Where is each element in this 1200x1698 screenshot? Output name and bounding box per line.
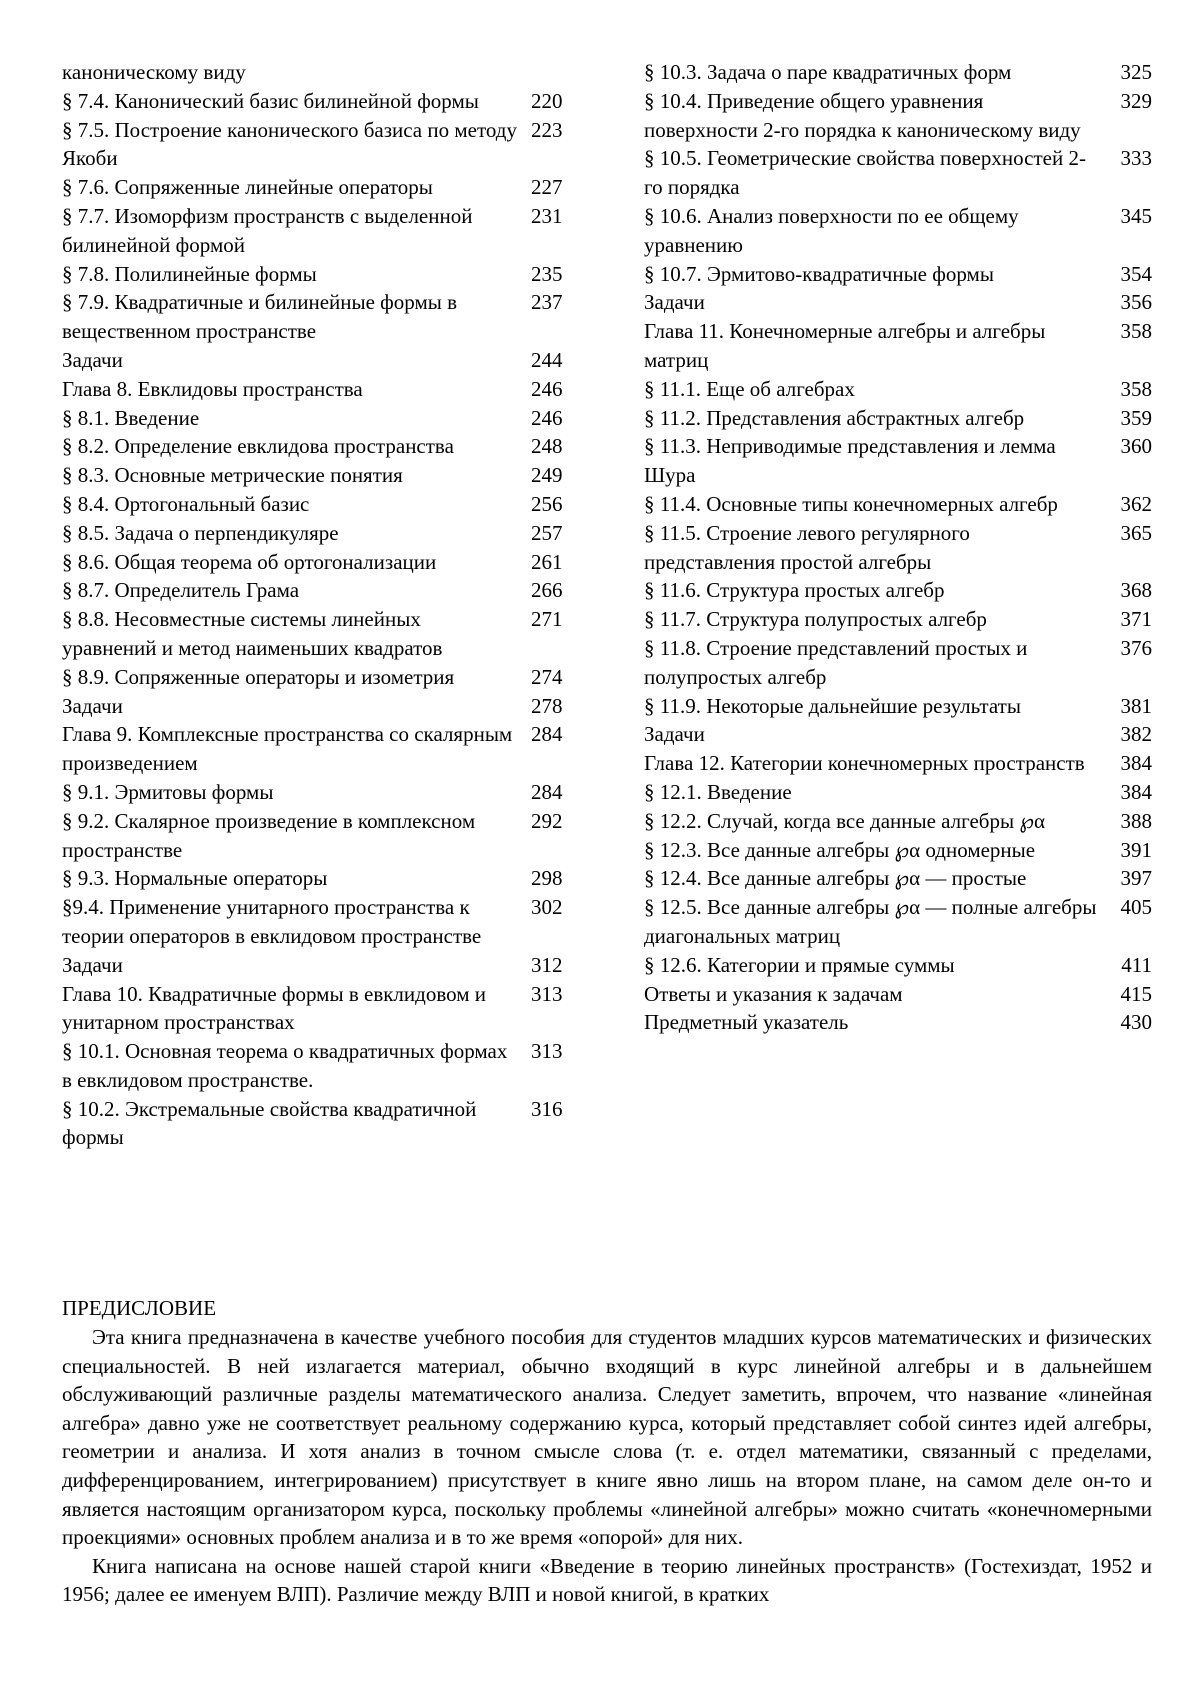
toc-entry-page: 381 <box>1120 693 1152 718</box>
toc-entry-title: §9.4. Применение унитарного пространства к теории операторов в евклидовом пространстве <box>62 895 482 948</box>
toc-entry-page: 274 <box>531 664 563 689</box>
toc-entry-page: 388 <box>1120 808 1152 833</box>
toc-entry <box>62 288 587 346</box>
toc-entry <box>644 720 1152 749</box>
toc-entry-page: 371 <box>1120 607 1152 632</box>
toc-entry <box>62 720 587 778</box>
toc-entry-title: § 7.7. Изоморфизм пространств с выделенной билинейной формой <box>62 203 473 257</box>
toc-entry <box>644 634 1152 692</box>
toc-entry-page: 316 <box>531 1096 563 1121</box>
toc-entry-title: § 11.2. Представления абстрактных алгебр <box>644 405 1025 430</box>
toc-entry <box>644 778 1152 807</box>
toc-entry <box>644 519 1152 577</box>
toc-entry-title: Глава 12. Категории конечномерных пространств <box>644 751 1085 776</box>
toc-entry-title: § 7.5. Построение канонического базиса по методу Якоби <box>62 117 517 171</box>
toc-entry-title: Задачи <box>644 290 705 315</box>
toc-entry-title: § 7.4. Канонический базис билинейной формы <box>62 88 479 113</box>
toc-entry-title: § 8.2. Определение евклидова пространства <box>62 434 454 459</box>
toc-entry-page: 237 <box>531 290 563 315</box>
toc-entry-title: § 11.6. Структура простых алгебр <box>644 578 945 603</box>
toc-entry-title: § 9.1. Эрмитовы формы <box>62 779 274 804</box>
toc-entry <box>644 1008 1152 1037</box>
toc-entry-title: § 11.1. Еще об алгебрах <box>644 376 855 401</box>
toc-entry-page: 362 <box>1120 491 1152 516</box>
toc-entry-page: 354 <box>1120 261 1152 286</box>
toc-entry-title: § 12.3. Все данные алгебры ℘α одномерные <box>644 837 1036 862</box>
toc-entry-title: § 8.4. Ортогональный базис <box>62 491 310 516</box>
toc-entry <box>62 1037 587 1095</box>
toc-entry-title: § 12.2. Случай, когда все данные алгебры ℘α <box>644 808 1045 833</box>
toc-entry-page: 356 <box>1120 290 1152 315</box>
preface-body <box>62 1323 1152 1609</box>
toc-entry-title: § 10.7. Эрмитово-квадратичные формы <box>644 261 994 286</box>
preface-title: ПРЕДИСЛОВИЕ <box>62 1296 217 1320</box>
toc-entry-page: 358 <box>1120 319 1152 344</box>
toc-entry-page: 266 <box>531 578 563 603</box>
toc-entry-page: 235 <box>531 261 563 286</box>
toc-entry <box>62 87 587 116</box>
toc-entry-page: 376 <box>1120 635 1152 660</box>
toc-entry-title: § 10.3. Задача о паре квадратичных форм <box>644 60 1012 84</box>
toc-entry-page: 384 <box>1120 751 1152 776</box>
toc-entry <box>62 490 587 519</box>
toc-entry <box>62 461 587 490</box>
toc-entry-title: § 9.2. Скалярное произведение в комплексном пространстве <box>62 808 476 862</box>
toc-entry-title: § 11.7. Структура полупростых алгебр <box>644 607 987 632</box>
toc-entry-title: § 8.1. Введение <box>62 405 200 430</box>
toc-entry <box>62 893 587 951</box>
toc-entry <box>62 663 587 692</box>
toc-entry-page: 231 <box>531 203 563 228</box>
toc-entry-page: 333 <box>1120 146 1152 171</box>
toc-entry-page: 359 <box>1120 405 1152 430</box>
toc-entry-page: 368 <box>1120 578 1152 603</box>
toc-entry-title: § 8.7. Определитель Грама <box>62 578 300 603</box>
toc-entry-page: 244 <box>531 347 563 372</box>
toc-entry <box>644 576 1152 605</box>
toc-entry-title: § 12.6. Категории и прямые суммы <box>644 952 955 977</box>
toc-entry <box>644 864 1152 893</box>
toc-entry-page: 397 <box>1120 866 1152 891</box>
toc-entry <box>62 807 587 865</box>
toc-entry-page: 313 <box>531 1039 563 1064</box>
toc-entry <box>644 836 1152 865</box>
toc-entry <box>644 87 1152 145</box>
toc-entry <box>62 116 587 174</box>
toc-entry-page: 246 <box>531 405 563 430</box>
toc-entry-title: § 11.3. Неприводимые представления и лемма Шура <box>644 434 1056 488</box>
toc-entry <box>644 144 1152 202</box>
toc-entry-page: 430 <box>1120 1010 1152 1035</box>
toc-entry-page: 382 <box>1120 722 1152 747</box>
toc-entry <box>644 951 1152 980</box>
toc-entry <box>644 58 1152 87</box>
toc-entry <box>62 951 587 980</box>
preface-paragraph: Книга написана на основе нашей старой книги «Введение в теорию линейных пространств» (Гостехиздат, 1952 и 1956; далее ее именуем ВЛП). Различие между ВЛП и новой книгой, в кратких <box>62 1553 1152 1607</box>
toc-entry-title: § 11.5. Строение левого регулярного представления простой алгебры <box>644 520 970 574</box>
toc-entry-title: Ответы и указания к задачам <box>644 981 903 1006</box>
toc-entry-page: 271 <box>531 607 563 632</box>
toc-entry-page: 257 <box>531 520 563 545</box>
toc-entry-page: 227 <box>531 175 563 200</box>
toc-entry-page: 384 <box>1120 779 1152 804</box>
toc-entry <box>644 317 1152 375</box>
toc-entry <box>62 432 587 461</box>
toc-entry-page: 360 <box>1120 434 1152 459</box>
toc-left-column <box>62 58 587 1152</box>
toc-entry-title: § 10.4. Приведение общего уравнения поверхности 2-го порядка к каноническому виду <box>644 88 1081 142</box>
toc-entry <box>644 432 1152 490</box>
toc-entry <box>62 1095 587 1153</box>
toc-entry-page: 415 <box>1120 981 1152 1006</box>
toc-entry-title: Задачи <box>644 722 705 747</box>
toc-entry-page: 365 <box>1120 520 1152 545</box>
toc-entry-title: § 8.5. Задача о перпендикуляре <box>62 520 339 545</box>
toc-entry <box>644 980 1152 1009</box>
toc-entry-title: § 11.9. Некоторые дальнейшие результаты <box>644 693 1021 718</box>
toc-entry-title: § 7.6. Сопряженные линейные операторы <box>62 175 433 200</box>
toc-entry-page: 345 <box>1120 203 1152 228</box>
toc-entry-title: Глава 8. Евклидовы пространства <box>62 376 363 401</box>
toc-entry-title: Глава 9. Комплексные пространства со скалярным произведением <box>62 722 513 776</box>
toc-entry-title: Предметный указатель <box>644 1010 849 1035</box>
toc-entry <box>62 173 587 202</box>
toc-entry <box>62 404 587 433</box>
toc-entry-title: § 11.8. Строение представлений простых и полупростых алгебр <box>644 635 1028 689</box>
toc-entry-title: § 7.9. Квадратичные и билинейные формы в вещественном пространстве <box>62 290 458 344</box>
table-of-contents <box>62 58 1152 1152</box>
toc-entry-page: 405 <box>1120 895 1152 920</box>
toc-entry-page: 246 <box>531 376 563 401</box>
toc-entry-page: 298 <box>531 866 563 891</box>
toc-entry-page: 313 <box>531 981 563 1006</box>
toc-entry-page: 220 <box>531 88 563 113</box>
toc-entry <box>644 692 1152 721</box>
toc-entry-page: 292 <box>531 808 563 833</box>
preface-paragraph: Эта книга предназначена в качестве учебного пособия для студентов младших курсов математических и физических специальностей. В ней излагается материал, обычно входящий в курс линейной алгебры и в дальнейшем обслуживающий различные разделы математического анализа. Следует заметить, впрочем, что название «линейная алгебра» давно уже не соответствует реальному содержанию курса, который представляет собой синтез идей алгебры, геометрии и анализа. И хотя анализ в точном смысле слова (т. е. отдел математики, связанный с пределами, дифференцированием, интегрированием) присутствует в книге явно лишь на втором плане, на самом деле он-то и является настоящим организатором курса, поскольку проблемы «линейной алгебры» можно считать «конечномерными проекциями» основных проблем анализа и в то же время «опорой» для них. <box>62 1325 1152 1550</box>
toc-entry-title: § 10.6. Анализ поверхности по ее общему уравнению <box>644 203 1019 257</box>
toc-entry-title: Задачи <box>62 952 123 977</box>
toc-entry-title: § 10.1. Основная теорема о квадратичных формах в евклидовом пространстве. <box>62 1039 508 1092</box>
toc-entry <box>644 605 1152 634</box>
toc-entry <box>644 490 1152 519</box>
toc-entry-page: 256 <box>531 491 563 516</box>
toc-entry-title: § 12.4. Все данные алгебры ℘α — простые <box>644 866 1027 891</box>
toc-entry <box>644 202 1152 260</box>
toc-entry <box>62 864 587 893</box>
toc-entry-page: 325 <box>1120 60 1152 84</box>
toc-entry <box>644 288 1152 317</box>
toc-entry-title: § 9.3. Нормальные операторы <box>62 866 328 891</box>
toc-entry <box>644 375 1152 404</box>
toc-entry-title: Глава 10. Квадратичные формы в евклидовом и унитарном пространствах <box>62 981 486 1035</box>
toc-entry <box>62 605 587 663</box>
toc-entry <box>62 576 587 605</box>
toc-entry-title: § 11.4. Основные типы конечномерных алгебр <box>644 491 1058 516</box>
toc-entry-title: § 7.8. Полилинейные формы <box>62 261 317 286</box>
toc-entry-title: § 8.6. Общая теорема об ортогонализации <box>62 549 437 574</box>
toc-entry <box>62 980 587 1038</box>
toc-entry <box>62 548 587 577</box>
toc-entry-page: 302 <box>531 895 563 920</box>
toc-entry <box>62 260 587 289</box>
toc-entry-page: 278 <box>531 693 563 718</box>
toc-entry <box>62 202 587 260</box>
toc-entry <box>62 519 587 548</box>
toc-entry-title: § 12.1. Введение <box>644 779 792 804</box>
toc-entry <box>62 375 587 404</box>
toc-entry-title: § 8.3. Основные метрические понятия <box>62 463 403 488</box>
toc-entry-page: 312 <box>531 952 563 977</box>
toc-entry <box>62 778 587 807</box>
toc-entry-page: 284 <box>531 779 563 804</box>
toc-entry <box>644 807 1152 836</box>
toc-entry <box>644 260 1152 289</box>
toc-entry-page: 411 <box>1121 952 1152 977</box>
toc-entry-page: 391 <box>1120 837 1152 862</box>
toc-entry-page: 261 <box>531 549 563 574</box>
toc-entry-page: 358 <box>1120 376 1152 401</box>
toc-entry-title: каноническому виду <box>62 60 246 84</box>
toc-entry <box>62 58 587 87</box>
toc-entry-title: § 8.9. Сопряженные операторы и изометрия <box>62 664 455 689</box>
toc-entry-title: § 10.2. Экстремальные свойства квадратичной формы <box>62 1096 477 1150</box>
toc-entry <box>62 692 587 721</box>
toc-entry-title: Глава 11. Конечномерные алгебры и алгебры матриц <box>644 319 1046 372</box>
toc-entry <box>644 404 1152 433</box>
toc-entry-title: § 12.5. Все данные алгебры ℘α — полные алгебры диагональных матриц <box>644 895 1097 948</box>
toc-entry-page: 248 <box>531 434 563 459</box>
toc-entry-title: § 8.8. Несовместные системы линейных уравнений и метод наименьших квадратов <box>62 607 443 660</box>
toc-entry <box>644 893 1152 951</box>
toc-entry-title: Задачи <box>62 693 123 718</box>
toc-entry-title: Задачи <box>62 347 123 372</box>
toc-entry-page: 249 <box>531 463 563 488</box>
toc-entry-page: 329 <box>1120 88 1152 113</box>
toc-entry-page: 223 <box>531 117 563 142</box>
toc-entry <box>644 749 1152 778</box>
toc-entry-title: § 10.5. Геометрические свойства поверхностей 2-го порядка <box>644 146 1086 200</box>
toc-entry <box>62 346 587 375</box>
toc-right-column <box>644 58 1152 1152</box>
toc-entry-page: 284 <box>531 722 563 747</box>
